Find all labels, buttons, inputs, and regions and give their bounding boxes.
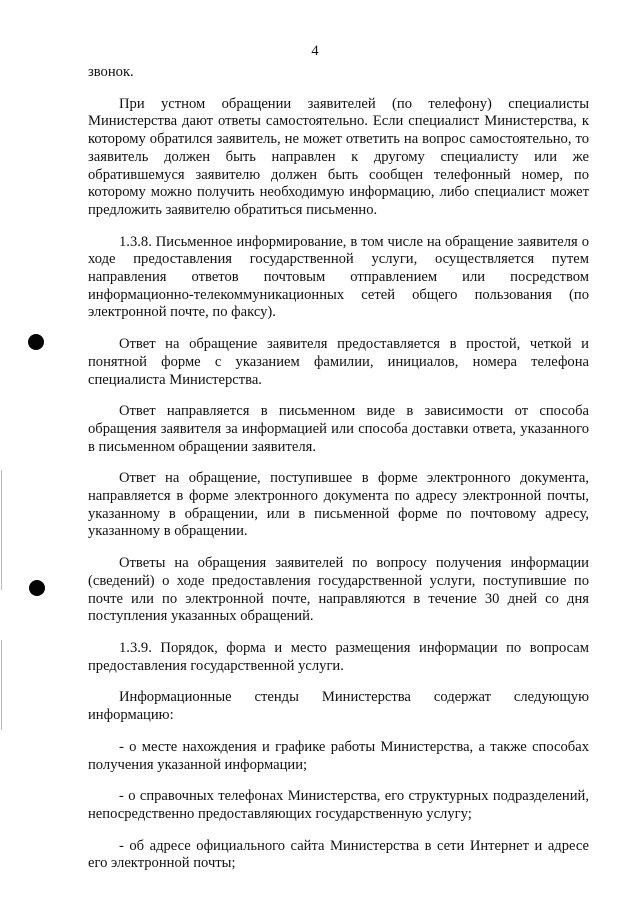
punch-hole xyxy=(28,334,44,350)
paragraph: звонок. xyxy=(88,64,134,80)
scan-edge-mark xyxy=(1,470,2,590)
paragraph: При устном обращении заявителей (по телефону) специалисты Министерства дают ответы самостоятельно. Если специалист Министерства, к которому обратился заявитель, не может ответить на вопрос самостоятельно, то заявитель должен быть направлен к другому специалисту или же обратившемуся заявителю должен быть сообщен телефонный номер, по которому можно получить необходимую информацию, либо специалист может предложить заявителю обратиться письменно. xyxy=(88,95,589,218)
list-item: - о месте нахождения и графике работы Министерства, а также способах получения указанной информации; xyxy=(88,738,589,773)
paragraph: Ответ направляется в письменном виде в зависимости от способа обращения заявителя за информацией или способа доставки ответа, указанного в письменном обращении заявителя. xyxy=(88,403,589,455)
paragraph: Информационные стенды Министерства содержат следующую информацию: xyxy=(88,689,589,724)
paragraph: 1.3.8. Письменное информирование, в том числе на обращение заявителя о ходе предоставления государственной услуги, осуществляется путем направления ответов почтовым отправлением или посредством информационно-телекоммуникационных сетей общего пользования (по электронной почте, по факсу). xyxy=(88,233,589,321)
punch-hole xyxy=(29,580,45,596)
paragraph: Ответы на обращения заявителей по вопросу получения информации (сведений) о ходе предоставления государственной услуги, поступившие по почте или по электронной почте, направляются в течение 30 дней со дня поступления указанных обращений. xyxy=(88,555,589,625)
paragraph: 1.3.9. Порядок, форма и место размещения информации по вопросам предоставления государственной услуги. xyxy=(88,639,589,674)
paragraph: Ответ на обращение, поступившее в форме электронного документа, направляется в форме электронного документа по адресу электронной почты, указанному в обращении, или в письменной форме по почтовому адресу, указанному в обращении. xyxy=(88,470,589,540)
list-item: - о справочных телефонах Министерства, его структурных подразделений, непосредственно предоставляющих государственную услугу; xyxy=(88,788,589,822)
page-number: 4 xyxy=(311,43,319,59)
paragraph: Ответ на обращение заявителя предоставляется в простой, четкой и понятной форме с указанием фамилии, инициалов, номера телефона специалиста Министерства. xyxy=(88,336,589,388)
list-item: - об адресе официального сайта Министерства в сети Интернет и адресе его электронной почты; xyxy=(88,837,589,872)
document-body xyxy=(88,64,589,887)
scan-edge-mark xyxy=(1,640,2,730)
